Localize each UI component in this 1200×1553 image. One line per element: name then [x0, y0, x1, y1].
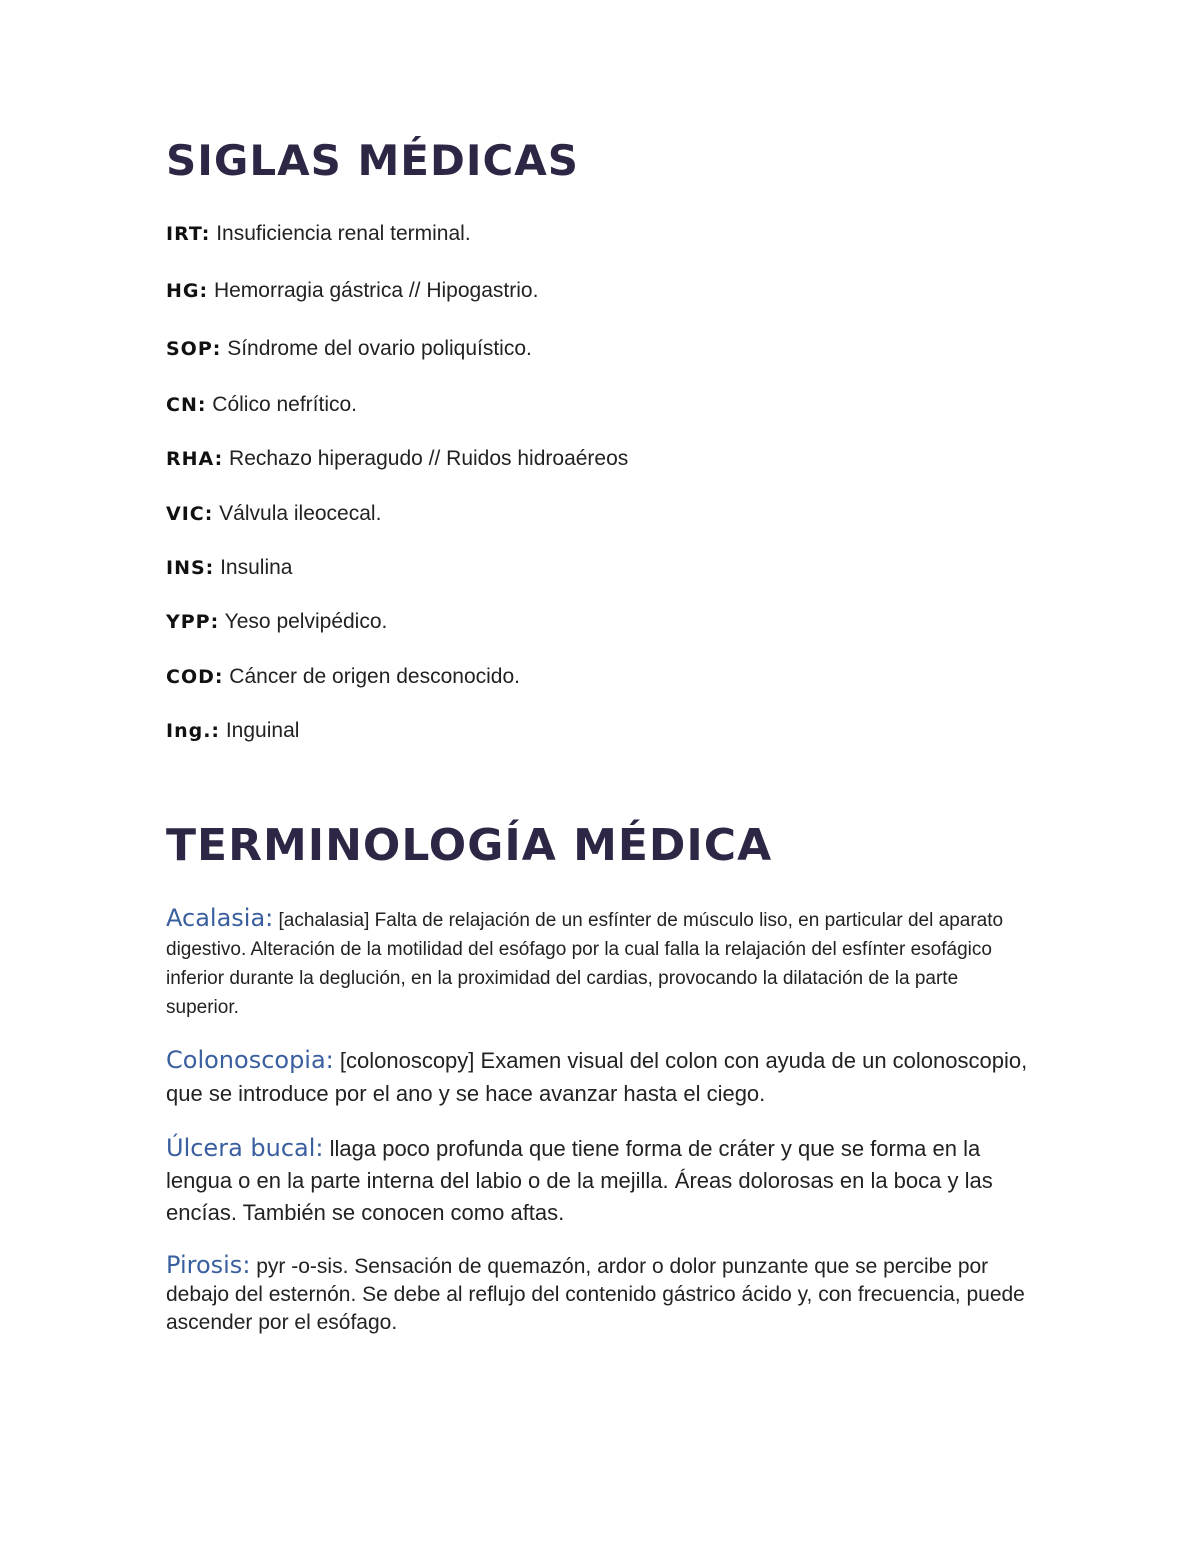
sigla-item	[166, 393, 357, 417]
sigla-item	[166, 502, 381, 526]
term-definition: [colonoscopy] Examen visual del colon con ayuda de un colonoscopio, que se introduce por el ano y se hace avanzar hasta el ciego.	[166, 1048, 1028, 1106]
term-entry	[166, 1132, 1036, 1229]
sigla-item	[166, 665, 520, 689]
sigla-abbr: Ing.:	[166, 720, 221, 742]
sigla-definition: Inguinal	[220, 719, 300, 742]
sigla-item	[166, 719, 299, 743]
section-title-terminologia: TERMINOLOGÍA MÉDICA	[166, 820, 773, 871]
sigla-definition: Síndrome del ovario poliquístico.	[221, 337, 532, 360]
term-definition: llaga poco profunda que tiene forma de cráter y que se forma en la lengua o en la parte interna del labio o de la mejilla. Áreas dolorosas en la boca y las encías. También se conocen como aftas.	[166, 1136, 993, 1225]
sigla-definition: Cáncer de origen desconocido.	[223, 665, 520, 688]
sigla-definition: Yeso pelvipédico.	[219, 610, 388, 633]
sigla-abbr: VIC:	[166, 503, 214, 525]
sigla-item	[166, 222, 471, 246]
sigla-item	[166, 447, 628, 471]
sigla-definition: Cólico nefrítico.	[206, 393, 358, 416]
term-entry	[166, 1251, 1036, 1337]
sigla-definition: Hemorragia gástrica // Hipogastrio.	[208, 279, 539, 302]
term-entry	[166, 1044, 1036, 1110]
term-name: Acalasia:	[166, 904, 274, 932]
sigla-definition: Válvula ileocecal.	[213, 502, 382, 525]
term-name: Úlcera bucal:	[166, 1134, 324, 1162]
section-title-siglas: SIGLAS MÉDICAS	[166, 136, 580, 185]
term-definition: pyr -o-sis. Sensación de quemazón, ardor o dolor punzante que se percibe por debajo del esternón. Se debe al reflujo del contenido gástrico ácido y, con frecuencia, puede ascender por el esófago.	[166, 1255, 1025, 1334]
sigla-abbr: HG:	[166, 280, 209, 302]
sigla-item	[166, 279, 538, 303]
sigla-item	[166, 556, 292, 580]
sigla-definition: Insulina	[214, 556, 293, 579]
sigla-definition: Insuficiencia renal terminal.	[210, 222, 471, 245]
sigla-abbr: INS:	[166, 557, 215, 579]
sigla-abbr: YPP:	[166, 611, 220, 633]
sigla-abbr: COD:	[166, 666, 224, 688]
term-name: Pirosis:	[166, 1251, 251, 1279]
sigla-abbr: RHA:	[166, 448, 224, 470]
term-definition: [achalasia] Falta de relajación de un esfínter de músculo liso, en particular del aparato digestivo. Alteración de la motilidad del esófago por la cual falla la relajación del esfínter esofágico inferior durante la deglución, en la proximidad del cardias, provocando la dilatación de la parte superior.	[166, 910, 1004, 1018]
term-name: Colonoscopia:	[166, 1046, 334, 1074]
sigla-abbr: IRT:	[166, 223, 211, 245]
sigla-definition: Rechazo hiperagudo // Ruidos hidroaéreos	[223, 447, 629, 470]
sigla-item	[166, 610, 387, 634]
term-entry	[166, 904, 1036, 1022]
sigla-item	[166, 337, 532, 361]
sigla-abbr: CN:	[166, 394, 207, 416]
sigla-abbr: SOP:	[166, 338, 222, 360]
